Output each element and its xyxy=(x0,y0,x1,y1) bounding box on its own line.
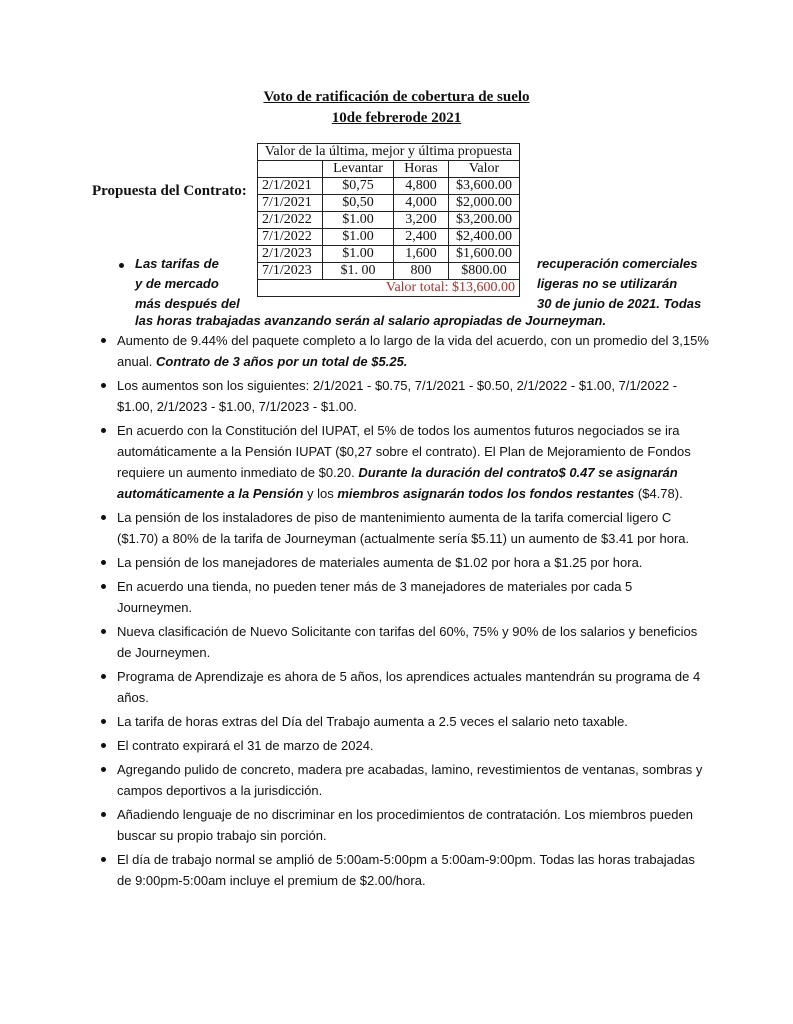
list-item-text: y los xyxy=(303,486,338,501)
table-header-cell: Levantar xyxy=(323,161,394,178)
list-item-text: Agregando pulido de concreto, madera pre acabadas, lamino, revestimientos de ventanas, sombras y campos deportivos a la jurisdicción. xyxy=(117,762,703,798)
first-bullet-right-line: ligeras no se utilizarán xyxy=(537,276,678,291)
table-cell: 3,200 xyxy=(394,212,449,229)
table-cell: $3,200.00 xyxy=(449,212,520,229)
table-row xyxy=(258,246,520,263)
list-item-text: El día de trabajo normal se amplió de 5:00am-5:00pm a 5:00am-9:00pm. Todas las horas trabajadas de 9:00pm-5:00am incluye el premium de $2.00/hora. xyxy=(117,852,695,888)
table-header-row xyxy=(258,161,520,178)
table-cell: $800.00 xyxy=(449,263,520,280)
table-row xyxy=(258,195,520,212)
list-item xyxy=(117,621,709,663)
table-row xyxy=(258,212,520,229)
table-cell: $1.00 xyxy=(323,212,394,229)
table-header-cell xyxy=(258,161,323,178)
table-total-row xyxy=(258,280,520,297)
list-item-text: La tarifa de horas extras del Día del Trabajo aumenta a 2.5 veces el salario neto taxable. xyxy=(117,714,628,729)
table-caption-row xyxy=(258,144,520,161)
table-cell: 800 xyxy=(394,263,449,280)
list-item-text: Los aumentos son los siguientes: 2/1/2021 - $0.75, 7/1/2021 - $0.50, 2/1/2022 - $1.00, 7/1/2022 - $1.00, 2/1/2023 - $1.00, 7/1/2023 - $1.00. xyxy=(117,378,678,414)
list-item xyxy=(117,375,709,417)
table-cell: $3,600.00 xyxy=(449,178,520,195)
table-row xyxy=(258,263,520,280)
contract-terms-list xyxy=(117,330,709,894)
table-row xyxy=(258,178,520,195)
list-item xyxy=(117,666,709,708)
first-bullet-right-line: 30 de junio de 2021. Todas xyxy=(537,296,702,311)
table-cell: $2,000.00 xyxy=(449,195,520,212)
first-bullet-last-line: las horas trabajadas avanzando serán al salario apropiadas de Journeyman. xyxy=(135,313,607,328)
table-cell: $0,75 xyxy=(323,178,394,195)
table-cell: 4,000 xyxy=(394,195,449,212)
table-total: Valor total: $13,600.00 xyxy=(258,280,520,297)
list-item xyxy=(117,330,709,372)
list-item-text: La pensión de los manejadores de materiales aumenta de $1.02 por hora a $1.25 por hora. xyxy=(117,555,643,570)
list-item xyxy=(117,552,709,573)
list-item-text: Nueva clasificación de Nuevo Solicitante con tarifas del 60%, 75% y 90% de los salarios y beneficios de Journeymen. xyxy=(117,624,698,660)
list-item xyxy=(117,507,709,549)
table-cell: $0,50 xyxy=(323,195,394,212)
first-bullet-left-line: Las tarifas de xyxy=(135,256,219,271)
table-cell: 7/1/2021 xyxy=(258,195,323,212)
table-cell: 2/1/2023 xyxy=(258,246,323,263)
list-item-text: Contrato de 3 años por un total de $5.25. xyxy=(156,354,408,369)
table-cell: 2/1/2022 xyxy=(258,212,323,229)
list-item-text: Programa de Aprendizaje es ahora de 5 años, los aprendices actuales mantendrán su programa de 4 años. xyxy=(117,669,701,705)
first-bullet-right-line: recuperación comerciales xyxy=(537,256,698,271)
list-item-text: ($4.78). xyxy=(634,486,683,501)
rates-table xyxy=(257,143,520,297)
list-item xyxy=(117,735,709,756)
list-item xyxy=(117,804,709,846)
document-date: 10de febrerode 2021 xyxy=(331,110,462,126)
bullet-dot xyxy=(119,263,124,268)
table-cell: $1. 00 xyxy=(323,263,394,280)
list-item xyxy=(117,759,709,801)
table-cell: $1.00 xyxy=(323,246,394,263)
table-caption: Valor de la última, mejor y última propuesta xyxy=(258,144,520,161)
list-item-text: Añadiendo lenguaje de no discriminar en los procedimientos de contratación. Los miembros pueden buscar su propio trabajo sin porción. xyxy=(117,807,693,843)
proposal-label: Propuesta del Contrato: xyxy=(92,183,247,199)
table-header-cell: Horas xyxy=(394,161,449,178)
list-item xyxy=(117,849,709,891)
list-item-text: Durante la duración del contrato$ 0.47 se asignarán automáticamente a la Pensión xyxy=(117,465,678,501)
table-cell: 4,800 xyxy=(394,178,449,195)
list-item-text: En acuerdo una tienda, no pueden tener más de 3 manejadores de materiales por cada 5 Journeymen. xyxy=(117,579,633,615)
table-cell: 7/1/2023 xyxy=(258,263,323,280)
first-bullet-left-line: y de mercado xyxy=(135,276,219,291)
list-item xyxy=(117,711,709,732)
table-cell: 2/1/2021 xyxy=(258,178,323,195)
table-cell: 7/1/2022 xyxy=(258,229,323,246)
table-row xyxy=(258,229,520,246)
list-item-text: La pensión de los instaladores de piso de mantenimiento aumenta de la tarifa comercial ligero C ($1.70) a 80% de la tarifa de Journeyman (actualmente sería $5.11) un aumento de $3.41 por hora. xyxy=(117,510,690,546)
list-item xyxy=(117,420,709,504)
table-cell: 2,400 xyxy=(394,229,449,246)
first-bullet-left-line: más después del xyxy=(135,296,240,311)
table-header-cell: Valor xyxy=(449,161,520,178)
document-title: Voto de ratificación de cobertura de suelo xyxy=(263,89,530,105)
list-item xyxy=(117,576,709,618)
list-item-text: miembros asignarán todos los fondos restantes xyxy=(337,486,635,501)
table-cell: 1,600 xyxy=(394,246,449,263)
list-item-text: El contrato expirará el 31 de marzo de 2024. xyxy=(117,738,374,753)
list-item-text: Aumento de 9.44% del paquete completo a lo largo de la vida del acuerdo, con un promedio del 3,15% anual. xyxy=(117,333,709,369)
table-cell: $1.00 xyxy=(323,229,394,246)
table-cell: $1,600.00 xyxy=(449,246,520,263)
list-item-text: En acuerdo con la Constitución del IUPAT, el 5% de todos los aumentos futuros negociados se ira automáticamente a la Pensión IUPAT ($0,27 sobre el contrato). El Plan de Mejoramiento de Fondos requiere un aumento inmediato de $0.20. xyxy=(117,423,691,480)
table-cell: $2,400.00 xyxy=(449,229,520,246)
